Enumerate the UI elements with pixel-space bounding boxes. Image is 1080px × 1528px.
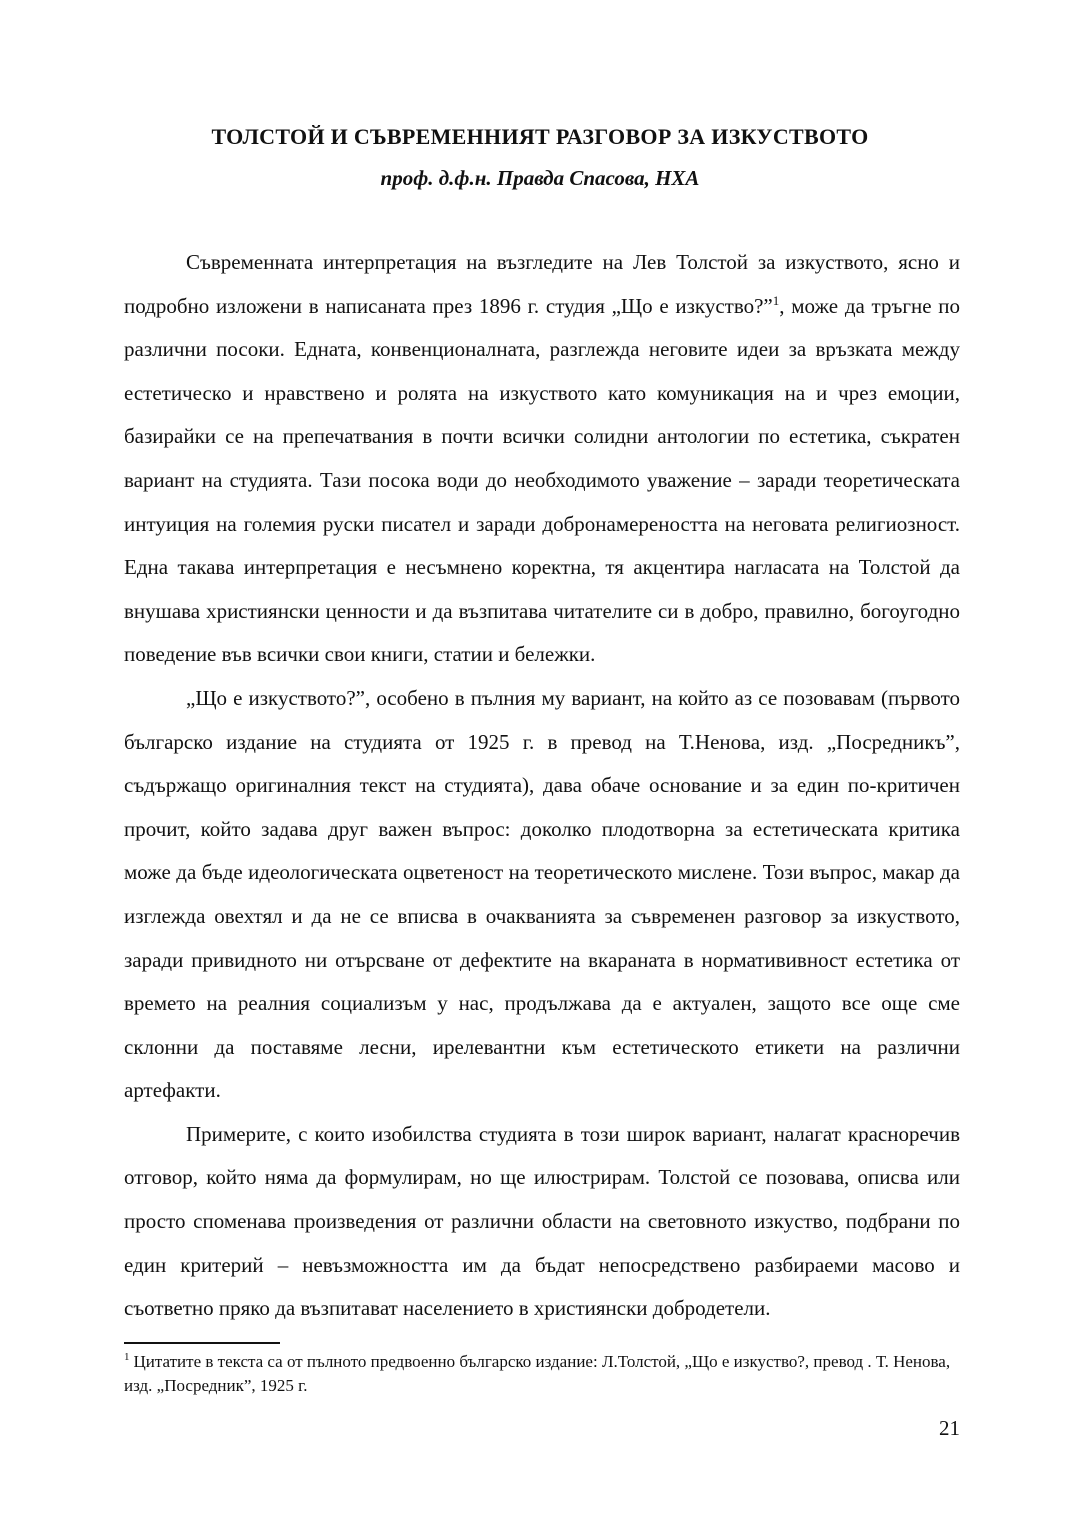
paragraph-1-text-before-footnote: Съвременната интерпретация на възгледите на Лев Толстой за изкуството, ясно и подробно изложени в написаната през 1896 г. студия „Що е изкуство?” (124, 250, 960, 318)
paragraph-1-text-after-footnote: , може да тръгне по различни посоки. Едната, конвенционалната, разглежда неговите идеи за връзката между естетическо и нравствено и ролята на изкуството като комуникация на и чрез емоции, базирайки се на препечатвания в почти всички солидни антологии по естетика, съкратен вариант на студията. Тази посока води до необходимото уважение – заради теоретическата интуиция на големия руски писател и заради добронамереността на неговата религиозност. Една такава интерпретация е несъмнено коректна, тя акцентира нагласата на Толстой да внушава християнски ценности и да възпитава читателите си в добро, правилно, богоугодно поведение във всички свои книги, статии и бележки. (124, 293, 960, 667)
footnote-separator (124, 1342, 280, 1344)
footnote-section (124, 1342, 960, 1398)
author-line: проф. д.ф.н. Правда Спасова, НХА (380, 166, 700, 190)
footnote-marker: 1 (124, 1351, 130, 1364)
footnote-text: Цитатите в текста са от пълното предвоенно българско издание: Л.Толстой, „Що е изкуство?, превод . Т. Ненова, изд. „Посредник”, 1925 г. (124, 1352, 951, 1395)
document-body (124, 241, 960, 1331)
body-paragraph-2: „Що е изкуството?”, особено в пълния му вариант, на който аз се позовавам (първото българско издание на студията от 1925 г. в превод на Т.Ненова, изд. „Посредникъ”, съдържащо оригиналния текст на студията), дава обаче основание и за един по-критичен прочит, който задава друг важен въпрос: доколко плодотворна за естетическата критика може да бъде идеологическата оцветеност на теоретическото мислене. Този въпрос, макар да изглежда овехтял и да не се вписва в очакванията за съвременен разговор за изкуството, заради привидното ни отърсване от дефектите на вкараната в норматививност естетика от времето на реалния социализъм у нас, продължава да е актуален, защото все още сме склонни да поставяме лесни, ирелевантни към естетическото етикети на различни артефакти. (124, 685, 960, 1103)
footnote (124, 1350, 960, 1398)
page-number: 21 (939, 1416, 960, 1440)
body-paragraph-3: Примерите, с които изобилства студията в този широк вариант, налагат красноречив отговор, който няма да формулирам, но ще илюстрирам. Толстой се позовава, описва или просто споменава произведения от различни области на световното изкуство, подбрани по един критерий – невъзможността им да бъдат непосредствено разбираеми масово и съответно пряко да възпитават населението в християнски добродетели. (124, 1121, 960, 1321)
body-paragraph-1 (124, 241, 960, 677)
footnote-reference: 1 (772, 292, 780, 308)
page-title: ТОЛСТОЙ И СЪВРЕМЕННИЯТ РАЗГОВОР ЗА ИЗКУСТВОТО (211, 124, 869, 149)
